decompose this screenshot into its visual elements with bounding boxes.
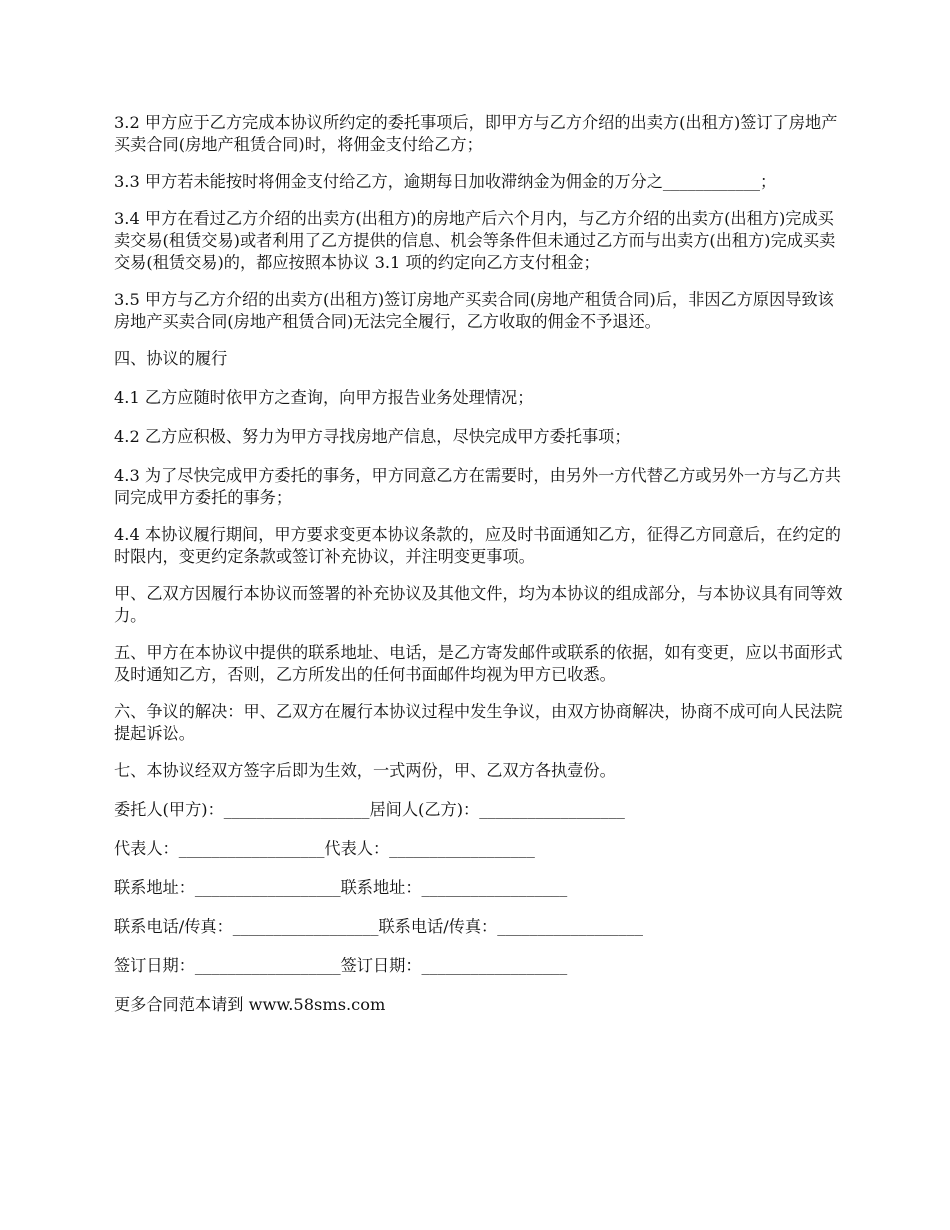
signature-parties-line: 委托人(甲方)：__________________居间人(乙方)：__________________ xyxy=(114,800,625,819)
signature-address-line: 联系地址：__________________联系地址：__________________ xyxy=(114,878,568,897)
clause-4-3: 4.3 为了尽快完成甲方委托的事务，甲方同意乙方在需要时，由另外一方代替乙方或另外一方与乙方共同完成甲方委托的事务； xyxy=(114,466,841,507)
signature-representatives-line: 代表人：__________________代表人：__________________ xyxy=(114,839,535,858)
clause-3-2: 3.2 甲方应于乙方完成本协议所约定的委托事项后，即甲方与乙方介绍的出卖方(出租方)签订了房地产买卖合同(房地产租赁合同)时，将佣金支付给乙方； xyxy=(114,113,838,154)
clause-3-4: 3.4 甲方在看过乙方介绍的出卖方(出租方)的房地产后六个月内，与乙方介绍的出卖方(出租方)完成买卖交易(租赁交易)或者利用了乙方提供的信息、机会等条件但未通过乙方而与出卖方(出租方)完成买卖交易(租赁交易)的，都应按照本协议 3.1 项的约定向乙方支付租金； xyxy=(114,209,836,272)
supplementary-agreement-paragraph: 甲、乙双方因履行本协议而签署的补充协议及其他文件，均为本协议的组成部分，与本协议具有同等效力。 xyxy=(114,584,843,625)
section-7-effectiveness: 七、本协议经双方签字后即为生效，一式两份，甲、乙双方各执壹份。 xyxy=(114,761,616,780)
clause-4-2: 4.2 乙方应积极、努力为甲方寻找房地产信息，尽快完成甲方委托事项； xyxy=(114,427,631,446)
clause-4-4: 4.4 本协议履行期间，甲方要求变更本协议条款的，应及时书面通知乙方，征得乙方同意后，在约定的时限内，变更约定条款或签订补充协议，并注明变更事项。 xyxy=(114,525,841,566)
clause-3-3: 3.3 甲方若未能按时将佣金支付给乙方，逾期每日加收滞纳金为佣金的万分之____________； xyxy=(114,172,777,191)
document-body xyxy=(114,112,844,1033)
footer-website-note: 更多合同范本请到 www.58sms.com xyxy=(114,995,386,1014)
clause-4-1: 4.1 乙方应随时依甲方之查询，向甲方报告业务处理情况； xyxy=(114,388,534,407)
clause-3-5: 3.5 甲方与乙方介绍的出卖方(出租方)签订房地产买卖合同(房地产租赁合同)后，非因乙方原因导致该房地产买卖合同(房地产租赁合同)无法完全履行，乙方收取的佣金不予退还。 xyxy=(114,290,834,331)
signature-phone-fax-line: 联系电话/传真：__________________联系电话/传真：__________________ xyxy=(114,917,643,936)
signature-date-line: 签订日期：__________________签订日期：__________________ xyxy=(114,956,568,975)
section-5-contact-info: 五、甲方在本协议中提供的联系地址、电话，是乙方寄发邮件或联系的依据，如有变更，应以书面形式及时通知乙方，否则，乙方所发出的任何书面邮件均视为甲方已收悉。 xyxy=(114,643,843,684)
section-6-dispute-resolution: 六、争议的解决：甲、乙双方在履行本协议过程中发生争议，由双方协商解决，协商不成可向人民法院提起诉讼。 xyxy=(114,702,843,743)
section-4-heading: 四、协议的履行 xyxy=(114,349,228,368)
